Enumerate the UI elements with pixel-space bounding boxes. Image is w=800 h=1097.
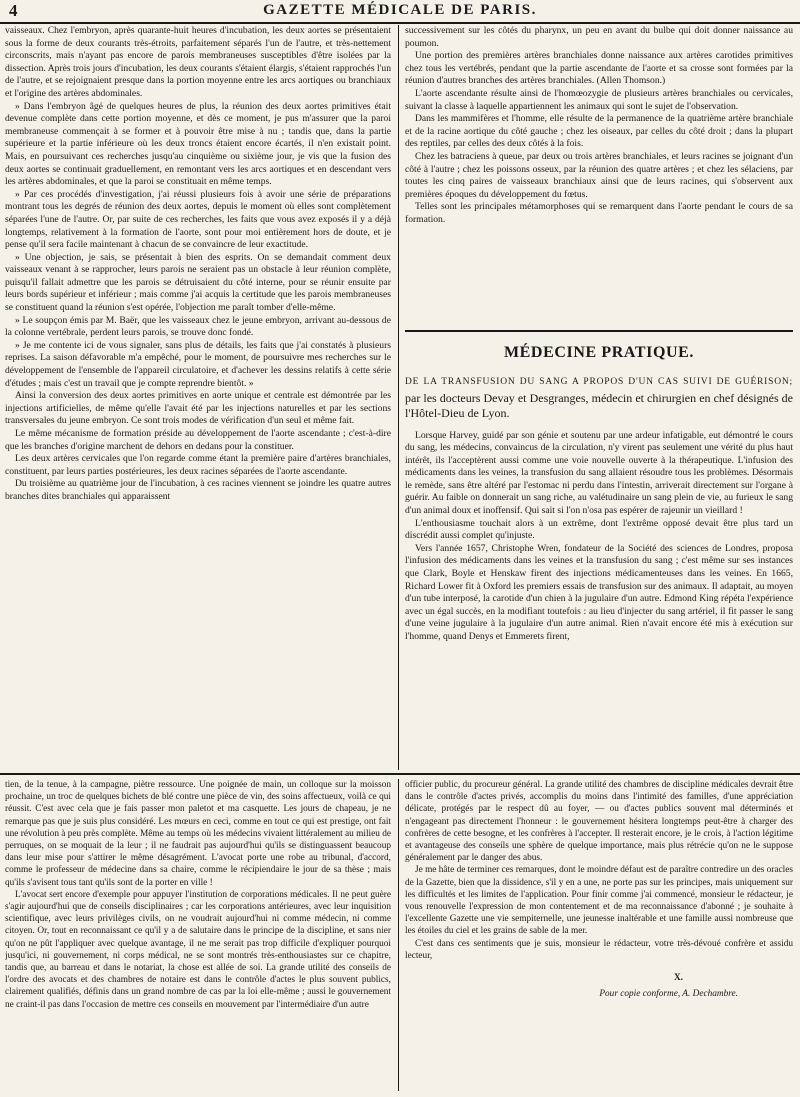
signature: X. <box>673 973 683 984</box>
feuilleton-left-column <box>5 779 391 1091</box>
feuilleton-rule <box>0 773 800 775</box>
right-column-top <box>405 25 793 325</box>
paragraph: » Je me contente ici de vous signaler, sans plus de détails, les faits que j'ai constatés à plusieurs reprises. La saison défavorable m'a empêché, pour le moment, de poursuivre mes recherches sur le développement de l'ensemble de l'appareil circulatoire, et d'achever les dessins relatifs à cette série d'études ; mais c'est un travail que je compte reprendre bientôt. » <box>5 339 391 389</box>
paragraph: Lorsque Harvey, guidé par son génie et soutenu par une ardeur infatigable, eut démontré le cours du sang, les médecins, convaincus de la circulation, n'y virent pas seulement une vérité du plus haut intérêt, ils l'acceptèrent aussi comme une voie nouvelle ouverte à la thérapeutique. L'infusion des médicaments dans les veines, la transfusion du sang allaient résoudre tous les problèmes. Désormais le remède, sans être altéré par l'estomac ni perdu dans l'intestin, arriverait directement sur l'organe à guérir. Au faible on donnerait un sang riche, au valétudinaire un sang plein de vie, au furieux le sang d'un animal doux et inoffensif. Qui sait si l'on n'osa pas espérer de rajeunir un vieillard ! <box>405 429 793 517</box>
paragraph: tien, de la tenue, à la campagne, piètre ressource. Une poignée de main, un colloque sur la moisson prochaine, un troc de quelques bichets de blé contre une pièce de vin, des soins affectueux, voilà ce qui réussit. C'est avec cela que je fais passer mon paletot et ma casquette. Les jours de chapeau, je ne remarque pas que je suis plus considéré. Les mœurs en ceci, comme en tout ce qui est prestige, ont fait une révolution à peu près complète. Même au temps où les médecins vivaient littéralement au milieu de perruques, on se moquait de la leur ; il ne faudrait pas aujourd'hui qu'ils se distinguassent beaucoup dans leur mise pour s'attirer le même désagrément. L'avocat porte une robe au tribunal, d'accord, comme le professeur de médecine dans sa chaire, comme le récipiendaire le jour de sa thèse ; mais qu'ils s'avisent tous tant qu'ils sont de la porter en ville ! <box>5 780 391 888</box>
paragraph: Ainsi la conversion des deux aortes primitives en aorte unique et centrale est démontrée par les injections artificielles, de même qu'elle l'avait été par les injections naturelles et par les sections transversales du jeune embryon. Ce sont trois modes de vérification d'un seul et même fait. <box>5 390 391 427</box>
right-column-article <box>405 343 793 770</box>
paragraph: Les deux artères cervicales que l'on regarde comme étant la première paire d'artères branchiales, constituent, par leurs parties postérieures, les deux racines séparées de l'aorte ascendante. <box>5 453 391 477</box>
paragraph: Telles sont les principales métamorphoses qui se remarquent dans l'aorte pendant le cours de sa formation. <box>405 201 793 225</box>
paragraph: L'aorte ascendante résulte ainsi de l'homœozygie de plusieurs artères branchiales ou cervicales, suivant la classe à laquelle appartiennent les animaux qui sont le sujet de l'observation. <box>405 87 793 112</box>
paragraph: Du troisième au quatrième jour de l'incubation, à ces racines viennent se joindre les quatre autres branches dites branchiales qui apparaissent <box>5 478 391 502</box>
feuilleton-right-column <box>405 779 793 1091</box>
paragraph: successivement sur les côtés du pharynx, un peu en avant du bulbe qui doit donner naissance au poumon. <box>405 25 793 49</box>
header-rule <box>0 22 800 24</box>
section-title: MÉDECINE PRATIQUE. <box>503 344 695 361</box>
paragraph: Une portion des premières artères branchiales donne naissance aux artères carotides primitives chez tous les vertébrés, pendant que la partie ascendante de l'aorte et sa crosse sont formées par la réunion d'autres branches des artères branchiales. (Allen Thomson.) <box>405 50 793 87</box>
section-rule <box>405 330 793 332</box>
paragraph: Le même mécanisme de formation préside au développement de l'aorte ascendante ; c'est-à-dire que les branches d'origine marchent de dehors en dedans pour la constituer. <box>5 428 391 452</box>
paragraph: Chez les batraciens à queue, par deux ou trois artères branchiales, et leurs racines se joignant d'un côté à l'autre ; chez les poissons osseux, par la réunion des quatre artères ; et chez les sélaciens, par toutes les cinq paires de vaisseaux branchiaux ainsi que de leurs racines, qui s'observent aux premières époques du développement du fœtus. <box>405 150 793 200</box>
paragraph: vaisseaux. Chez l'embryon, après quarante-huit heures d'incubation, les deux aortes se présentaient sous la forme de deux courants très-étroits, parfaitement séparés l'un de l'autre, et très-nettement circonscrits, mais n'ayant pas encore de parois membraneuses susceptibles d'être isolées par la dissection. Après trois jours d'incubation, les deux courants s'étaient élargis, s'étaient rapprochés l'un de l'autre, et se rejoignaient presque dans la portion moyenne entre les arcs aortiques ou branchiaux et l'origine des artères abdominales. <box>5 25 391 99</box>
paragraph: L'avocat sert encore d'exemple pour appuyer l'institution de corporations médicales. Il ne peut guère s'agir aujourd'hui que de conseils disciplinaires ; car les corporations antérieures, avec leur inquisition scientifique, avec leurs privilèges civils, on ne voudrait aujourd'hui ni comme médecin, ni comme citoyen. Or, tout en reconnaissant ce qu'il y a de salutaire dans le principe de la discipline, et sans nier qu'on ne pût l'appliquer avec quelque avantage, il ne me serait pas trop difficile d'expliquer pourquoi jusqu'ici, ni gouvernement, ni corps médical, ne se sont montrés très-enthousiastes sur ce chapitre, tandis que, au barreau et dans le notariat, la chose est allée de soi. La grande utilité des conseils de l'ordre des avocats et des chambres de notaire est dans le contrôle d'actes le plus souvent publics, clairement qualifiés, définis dans un grand nombre de cas par la loi elle-même ; aussi le gouvernement ne craint-il pas dans l'occasion de mettre ces conseils en mouvement par l'intermédiaire d'un autre <box>5 889 391 1010</box>
paragraph: C'est dans ces sentiments que je suis, monsieur le rédacteur, votre très-dévoué confrère et assidu lecteur, <box>405 938 793 961</box>
copy-attestation: Pour copie conforme, A. Dechambre. <box>599 989 738 1000</box>
paragraph: Je me hâte de terminer ces remarques, dont le moindre défaut est de paraître contredire un des oracles de la Gazette, bien que la dissidence, s'il y en a une, ne porte pas sur les principes, mais uniquement sur les difficultés et les limites de l'application. Pour finir comme j'ai commencé, monsieur le rédacteur, je vous renouvelle l'expression de mon contentement et de ma reconnaissance d'abonné ; je souhaite à l'excellente Gazette une vie sempiternelle, une jeunesse inaltérable et une famille aussi nombreuse que les étoiles du ciel et les grains de sable de la mer. <box>405 865 793 937</box>
paragraph: » Une objection, je sais, se présentait à bien des esprits. On se demandait comment deux vaisseaux venant à se rapprocher, leurs parois ne seraient pas un obstacle à leur réunion complète, puisqu'il fallait admettre que les parois se détruisaient du côté interne, pour se réunir ensuite par leurs bords supérieur et inférieur ; mais comme j'ai acquis la certitude que les parois membraneuses se constituent quand la réunion s'est opérée, l'objection me paraît tomber d'elle-même. <box>5 251 391 314</box>
column-divider <box>398 25 399 770</box>
paragraph: Vers l'année 1657, Christophe Wren, fondateur de la Société des sciences de Londres, proposa l'infusion des médicaments dans les veines et la transfusion du sang ; c'est même sur ses instances que Clark, Boyle et Henskaw firent des injections médicamenteuses dans les veines. En 1665, Richard Lower fit à Oxford les premiers essais de transfusion sur des animaux. Il adaptait, au moyen d'un tube interposé, la carotide d'un chien à la jugulaire d'un autre. Edmond King répéta l'expérience avec un égal succès, en la modifiant toutefois : au lieu d'injecter du sang artériel, il fit passer le sang d'une veine jugulaire à la jugulaire d'un autre animal. Rien n'avait encore été mis à exécution sur l'homme, quand Denys et Emmerets firent, <box>405 542 793 642</box>
article-title-lead: DE LA TRANSFUSION DU SANG A PROPOS D'UN CAS SUIVI DE GUÉRISON; <box>405 377 793 387</box>
page-number: 4 <box>9 1 18 20</box>
feuilleton-divider <box>398 779 399 1091</box>
left-column <box>5 25 391 768</box>
paragraph: » Dans l'embryon âgé de quelques heures de plus, la réunion des deux aortes primitives était devenue complète dans cette portion moyenne, et dès ce moment, je pus m'assurer que la paroi membraneuse commençait à se former et à pouvoir être mise à nu ; tandis que, dans la partie supérieure et la partie inférieure où les deux troncs étaient encore écartés, il n'en existait point. Mais, en poursuivant ces recherches jusqu'au cinquième ou sixième jour, je vis que la fusion des deux aortes se continuait graduellement, en remontant vers les arcs aortiques et en descendant vers les artères abdominales, et que la paroi se constituait en même temps. <box>5 100 391 188</box>
paragraph: Dans les mammifères et l'homme, elle résulte de la permanence de la quatrième artère branchiale et de la racine aortique du côté gauche ; chez les oiseaux, par celles du côté droit ; dans la plupart des reptiles, par celles des deux côtés à la fois. <box>405 113 793 150</box>
paragraph: L'enthousiasme touchait alors à un extrême, dont l'extrême opposé devait être plus tard un discrédit aussi complet qu'injuste. <box>405 517 793 542</box>
paragraph: officier public, du procureur général. La grande utilité des chambres de discipline médicales devrait être dans le contrôle d'actes privés, accomplis du moins dans l'intimité des familles, d'une appréciation délicate, protégés par le respect dû au foyer, — ou d'actes publics souvent mal déterminés et n'engageant pas directement l'honneur : le gouvernement hésitera longtemps peut-être à charger des confrères de cette besogne, et les confrères à l'accepter. Il resterait encore, je le crois, à l'action légitime et avantageuse des conseils une sphère de quelque importance, mais plus rétrécie qu'on ne le suppose généralement par le danger des abus. <box>405 780 793 864</box>
paragraph: » Par ces procédés d'investigation, j'ai réussi plusieurs fois à avoir une série de préparations montrant tous les degrés de réunion des deux aortes, depuis le moment où elles sont complètement séparées l'une de l'autre. Or, par suite de ces recherches, les faits que vous avez exposés il y a déjà longtemps, relativement à la formation de l'aorte, sont pour moi entièrement hors de doute, et je pense qu'il sera facile maintenant à chacun de se convaincre de leur exactitude. <box>5 188 391 251</box>
article-title <box>405 373 793 422</box>
page-header <box>0 0 800 22</box>
article-title-authors: par les docteurs Devay et Desgranges, médecin et chirurgien en chef désignés de l'Hôtel-Dieu de Lyon. <box>405 390 793 420</box>
paragraph: » Le soupçon émis par M. Baër, que les vaisseaux chez le jeune embryon, arrivant au-dessous de la colonne vertébrale, perdent leurs parois, se trouve donc fondé. <box>5 314 391 339</box>
running-title: GAZETTE MÉDICALE DE PARIS. <box>263 2 537 18</box>
